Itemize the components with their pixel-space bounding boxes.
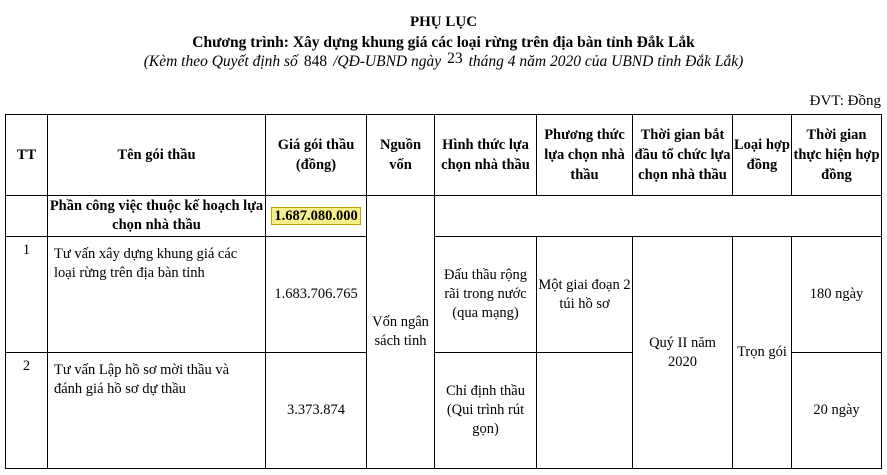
group-label: Phần công việc thuộc kế hoạch lựa chọn nhà thầu [48, 196, 266, 237]
funding-source: Vốn ngân sách tỉnh [367, 196, 435, 469]
group-total: 1.687.080.000 [271, 207, 360, 225]
col-name-header: Tên gói thầu [48, 115, 266, 196]
col-duration-header: Thời gian thực hiện hợp đồng [792, 115, 882, 196]
row-2-duration: 20 ngày [792, 353, 882, 469]
decision-line [0, 50, 887, 71]
group-empty-cell [435, 196, 882, 237]
currency-unit: ĐVT: Đồng [809, 93, 881, 109]
decision-prefix: (Kèm theo Quyết định số [143, 53, 298, 70]
row-1-tt: 1 [6, 237, 48, 353]
col-selection-method-header: Phương thức lựa chọn nhà thầu [537, 115, 633, 196]
group-tt-cell [6, 196, 48, 237]
col-start-time-header: Thời gian bắt đầu tổ chức lựa chọn nhà thầu [633, 115, 733, 196]
col-contract-type-header: Loại hợp đồng [733, 115, 792, 196]
appendix-title: PHỤ LỤC [409, 14, 478, 30]
table-row [6, 237, 882, 353]
row-2-selection-method [537, 353, 633, 469]
bidding-plan-table [5, 114, 882, 469]
row-2-selection-form: Chỉ định thầu (Qui trình rút gọn) [435, 353, 537, 469]
decision-number: 848 [303, 53, 328, 70]
col-tt-header: TT [6, 115, 48, 196]
decision-suffix: tháng 4 năm 2020 của UBND tỉnh Đắk Lắk) [468, 53, 744, 70]
row-1-name: Tư vấn xây dựng khung giá các loại rừng trên địa bàn tỉnh [48, 237, 266, 353]
row-2-price: 3.373.874 [266, 353, 367, 469]
group-total-cell [266, 196, 367, 237]
row-1-duration: 180 ngày [792, 237, 882, 353]
group-row [6, 196, 882, 237]
col-selection-form-header: Hình thức lựa chọn nhà thầu [435, 115, 537, 196]
decision-day: 23 [447, 50, 463, 67]
decision-mid: /QĐ-UBND ngày [333, 53, 442, 70]
row-2-tt: 2 [6, 353, 48, 469]
row-1-price: 1.683.706.765 [266, 237, 367, 353]
header-row [6, 115, 882, 196]
contract-type: Trọn gói [733, 237, 792, 469]
start-time: Quý II năm 2020 [633, 237, 733, 469]
program-title: Chương trình: Xây dựng khung giá các loại rừng trên địa bàn tỉnh Đắk Lắk [192, 34, 695, 51]
row-1-selection-method: Một giai đoạn 2 túi hồ sơ [537, 237, 633, 353]
col-source-header: Nguồn vốn [367, 115, 435, 196]
col-price-header: Giá gói thầu (đồng) [266, 115, 367, 196]
row-2-name: Tư vấn Lập hồ sơ mời thầu và đánh giá hồ sơ dự thầu [48, 353, 266, 469]
row-1-selection-form: Đấu thầu rộng rãi trong nước (qua mạng) [435, 237, 537, 353]
